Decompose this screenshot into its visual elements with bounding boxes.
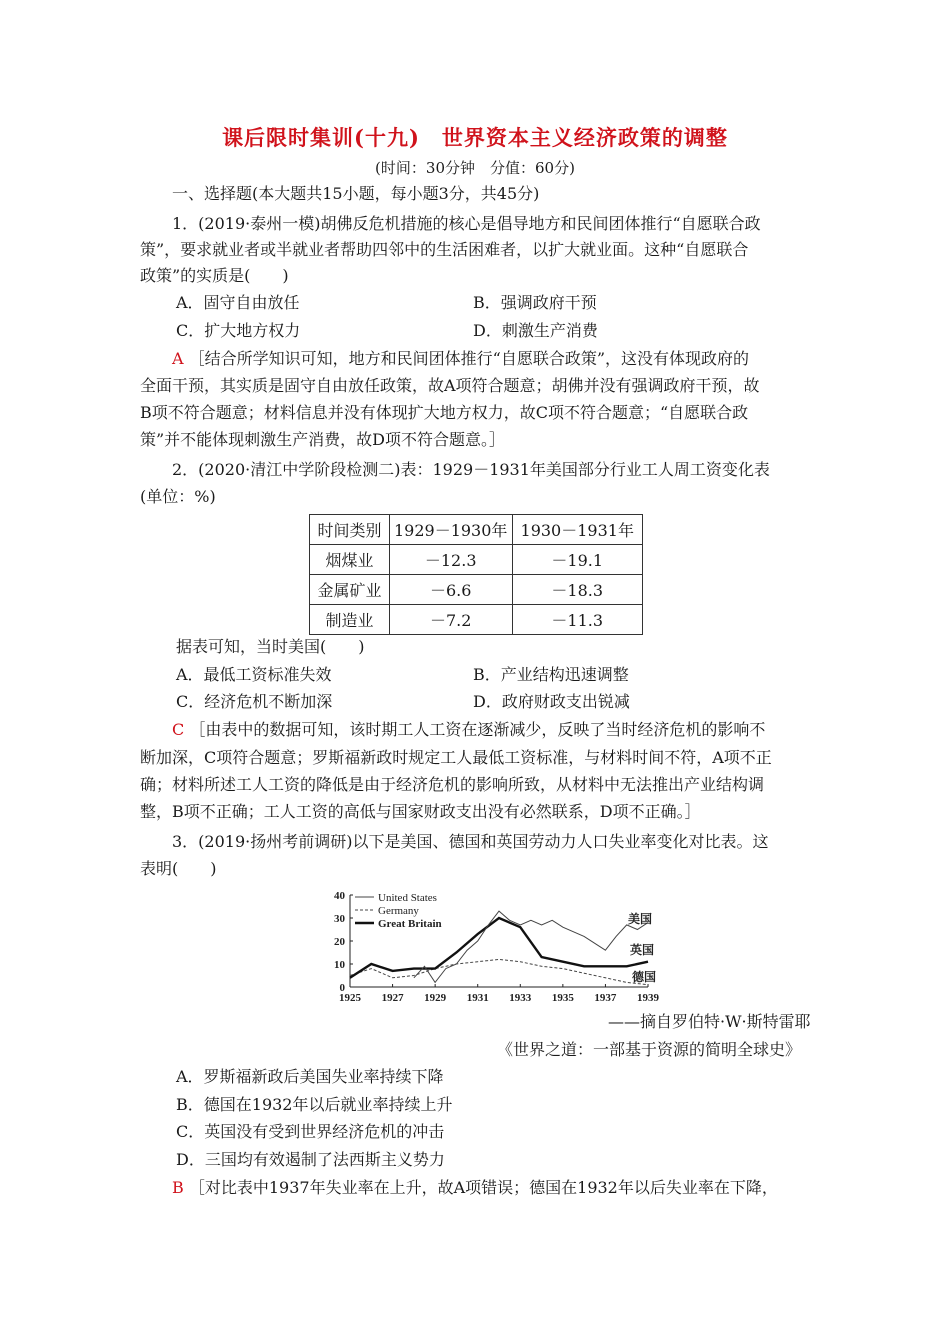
- y-tick-label: 10: [334, 959, 345, 971]
- series-annotation: 美国: [628, 912, 653, 926]
- q3-option-b: B．德国在1932年以后就业率持续上升: [176, 1095, 453, 1114]
- source-author: ——摘自罗伯特·W·斯特雷耶: [608, 1012, 811, 1031]
- page-title: 课后限时集训(十九) 世界资本主义经济政策的调整: [222, 125, 728, 150]
- table-row: [310, 545, 643, 575]
- q1-option-a: A．固守自由放任: [176, 293, 300, 312]
- q1-explanation-2: 全面干预，其实质是固守自由放任政策，故A项符合题意；胡佛并没有强调政府干预，故: [140, 376, 760, 395]
- q3-option-a: A．罗斯福新政后美国失业率持续下降: [176, 1067, 444, 1086]
- table-header-cell: 1930－1931年: [512, 515, 643, 545]
- series-line-germany: [350, 959, 648, 984]
- q3-line-2: 表明( ): [140, 859, 217, 878]
- table-header-row: [310, 515, 643, 545]
- y-tick-label: 0: [339, 982, 345, 994]
- q2-option-a: A．最低工资标准失效: [176, 665, 332, 684]
- q1-answer: A: [172, 349, 184, 368]
- table-cell: －12.3: [389, 545, 512, 575]
- x-tick-label: 1931: [466, 992, 489, 1003]
- q3-option-d: D．三国均有效遏制了法西斯主义势力: [176, 1150, 445, 1169]
- q2-explanation-3: 确；材料所述工人工资的降低是由于经济危机的影响所致，从材料中无法推出产业结构调: [140, 775, 765, 794]
- q1-option-d: D．刺激生产消费: [473, 321, 598, 340]
- x-tick-label: 1935: [551, 992, 574, 1003]
- unemployment-chart: [310, 885, 670, 1003]
- q2-option-d: D．政府财政支出锐减: [473, 692, 630, 711]
- q1-explanation-3: B项不符合题意；材料信息并没有体现扩大地方权力，故C项不符合题意；“自愿联合政: [140, 403, 749, 422]
- q2-line-2: (单位：%): [140, 487, 216, 506]
- y-tick-label: 30: [334, 913, 345, 925]
- x-tick-label: 1925: [339, 992, 361, 1003]
- series-annotation: 英国: [630, 943, 655, 957]
- q1-option-c: C．扩大地方权力: [176, 321, 301, 340]
- wage-change-table: [309, 514, 643, 635]
- series-annotation: 德国: [632, 970, 657, 984]
- chart-annotations: [628, 911, 656, 984]
- x-tick-label: 1937: [594, 992, 617, 1003]
- q1-line-1: 1．(2019·泰州一模)胡佛反危机措施的核心是倡导地方和民间团体推行“自愿联合政: [172, 214, 761, 233]
- table-row: [310, 605, 643, 635]
- table-cell: 制造业: [310, 605, 390, 635]
- table-row: [310, 575, 643, 605]
- table-cell: －18.3: [512, 575, 643, 605]
- q3-answer: B: [172, 1178, 184, 1197]
- legend-label: Great Britain: [378, 918, 442, 930]
- q1-explanation-4: 策”并不能体现刺激生产消费，故D项不符合题意。］: [140, 430, 506, 449]
- q3-option-c: C．英国没有受到世界经济危机的冲击: [176, 1122, 445, 1141]
- table-header-cell: 1929－1930年: [389, 515, 512, 545]
- q2-explanation-4: 整，B项不正确；工人工资的高低与国家财政支出没有必然联系，D项不正确。］: [140, 802, 701, 821]
- y-tick-label: 40: [334, 890, 345, 902]
- q2-stem: 据表可知，当时美国( ): [176, 637, 365, 656]
- q2-option-b: B．产业结构迅速调整: [473, 665, 629, 684]
- y-tick-label: 20: [334, 936, 345, 948]
- legend-label: Germany: [378, 905, 419, 917]
- table-cell: －19.1: [512, 545, 643, 575]
- q3-line-1: 3．(2019·扬州考前调研)以下是美国、德国和英国劳动力人口失业率变化对比表。这: [172, 832, 769, 851]
- q3-explanation-1: B ［对比表中1937年失业率在上升，故A项错误；德国在1932年以后失业率在下降，: [172, 1178, 778, 1197]
- x-tick-label: 1933: [509, 992, 532, 1003]
- legend-label: United States: [378, 892, 437, 904]
- section-heading: 一、选择题(本大题共15小题，每小题3分，共45分): [172, 184, 540, 203]
- q2-answer: C: [172, 720, 185, 739]
- chart-legend: [355, 892, 442, 930]
- q1-line-3: 政策”的实质是( ): [140, 266, 289, 285]
- series-line-united-states-detail-: [414, 911, 648, 982]
- q2-explanation-1: C ［由表中的数据可知，该时期工人工资在逐渐减少，反映了当时经济危机的影响不: [172, 720, 766, 739]
- q1-explanation-1: A ［结合所学知识可知，地方和民间团体推行“自愿联合政策”，这没有体现政府的: [172, 349, 750, 368]
- source-book: 《世界之道：一部基于资源的简明全球史》: [497, 1040, 802, 1059]
- table-cell: 烟煤业: [310, 545, 390, 575]
- table-header-cell: 时间类别: [310, 515, 390, 545]
- x-tick-label: 1927: [381, 992, 404, 1003]
- q2-line-1: 2．(2020·清江中学阶段检测二)表：1929－1931年美国部分行业工人周工资变化表: [172, 460, 770, 479]
- q1-option-b: B．强调政府干预: [473, 293, 597, 312]
- q2-option-c: C．经济危机不断加深: [176, 692, 333, 711]
- x-tick-label: 1939: [637, 992, 659, 1003]
- table-cell: －11.3: [512, 605, 643, 635]
- q1-line-2: 策”，要求就业者或半就业者帮助四邻中的生活困难者，以扩大就业面。这种“自愿联合: [140, 240, 749, 259]
- time-score: (时间：30分钟 分值：60分): [375, 159, 575, 177]
- table-cell: －7.2: [389, 605, 512, 635]
- table-cell: －6.6: [389, 575, 512, 605]
- q2-explanation-2: 断加深，C项符合题意；罗斯福新政时规定工人最低工资标准，与材料时间不符，A项不正: [140, 748, 772, 767]
- x-tick-label: 1929: [424, 992, 447, 1003]
- table-cell: 金属矿业: [310, 575, 390, 605]
